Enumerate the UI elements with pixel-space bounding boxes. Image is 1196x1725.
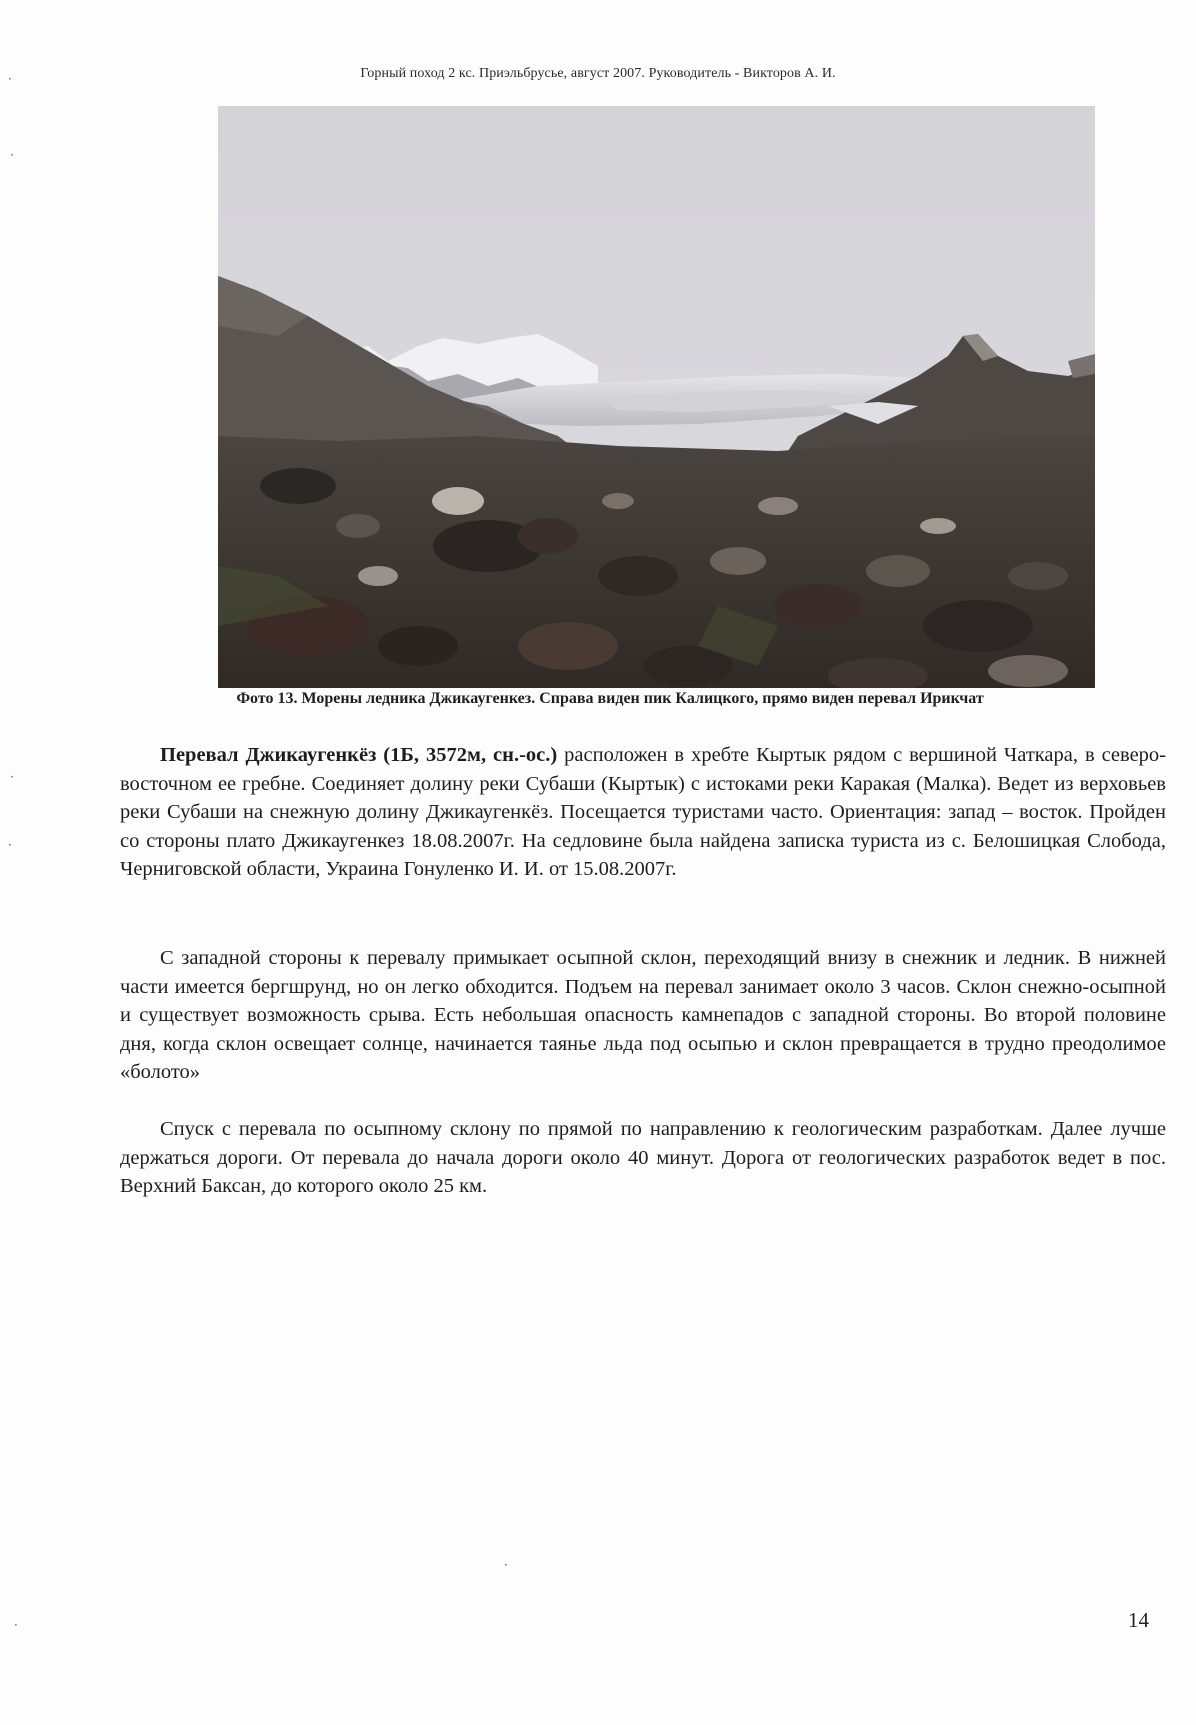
photo-caption: Фото 13. Морены ледника Джикаугенкез. Справа виден пик Калицкого, прямо виден перевал Ирикчат <box>236 690 984 707</box>
pass-description-text: расположен в хребте Кыртык рядом с вершиной Чаткара, в северо-восточном ее гребне. Соединяет долину реки Субаши (Кыртык) с истоками реки Каракая (Малка). Ведет из верховьев реки Субаши на снежную долину Джикаугенкёз. Посещается туристами часто. Ориентация: запад – восток. Пройден со стороны плато Джикаугенкез 18.08.2007г. На седловине была найдена записка туриста из с. Белошицкая Слобода, Черниговской области, Украина Гонуленко И. И. от 15.08.2007г. <box>120 744 1167 880</box>
scan-speck: · <box>8 72 12 86</box>
descent-paragraph <box>120 1115 1166 1201</box>
page-number: 14 <box>1128 1608 1149 1632</box>
west-slope-paragraph <box>120 944 1166 1087</box>
descent-text: Спуск с перевала по осыпному склону по прямой по направлению к геологическим разработкам. Далее лучше держаться дороги. От перевала до начала дороги около 40 минут. Дорога от геологических разработок ведет в пос. Верхний Баксан, до которого около 25 км. <box>120 1118 1166 1197</box>
moraine-landscape-image <box>218 106 1095 688</box>
mountain-photo <box>218 106 1095 688</box>
scan-speck: · <box>10 148 14 162</box>
pass-description-paragraph <box>120 741 1166 884</box>
pass-name: Перевал Джикаугенкёз (1Б, 3572м, сн.-ос.) <box>160 744 558 766</box>
scan-speck: · <box>10 770 14 784</box>
scan-speck: · <box>8 838 12 852</box>
scan-speck: · <box>14 1618 18 1632</box>
running-header: Горный поход 2 кс. Приэльбрусье, август 2007. Руководитель - Викторов А. И. <box>360 66 836 81</box>
west-slope-text: С западной стороны к перевалу примыкает осыпной склон, переходящий внизу в снежник и ледник. В нижней части имеется бергшрунд, но он легко обходится. Подъем на перевал занимает около 3 часов. Склон снежно-осыпной и существует возможность срыва. Есть небольшая опасность камнепадов с западной стороны. Во второй половине дня, когда склон освещает солнце, начинается таянье льда под осыпью и склон превращается в трудно преодолимое «болото» <box>120 947 1166 1083</box>
scan-speck: · <box>504 1558 508 1572</box>
